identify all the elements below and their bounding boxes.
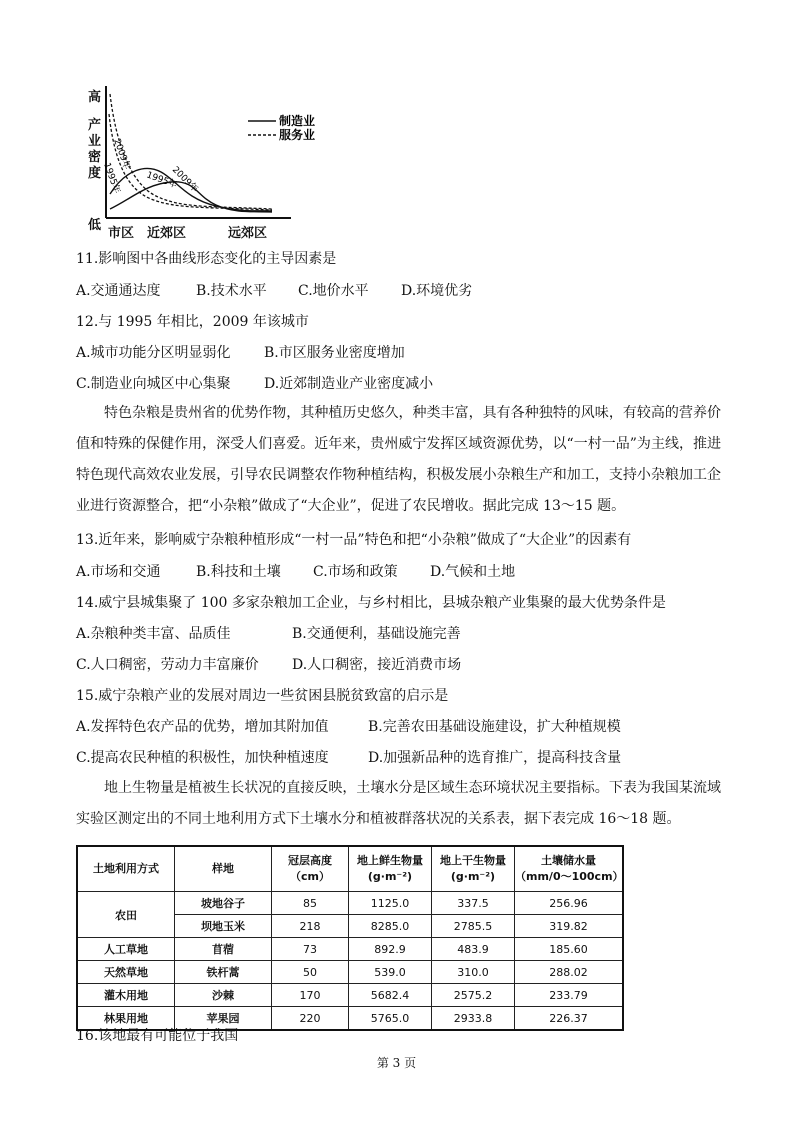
cell-water: 233.79 [515,984,624,1007]
q15-option-b: B.完善农田基础设施建设，扩大种植规模 [368,719,621,735]
q11-option-a: A.交通通达度 [76,283,161,299]
passage-soil-text: 地上生物量是植被生长状况的直接反映，土壤水分是区域生态环境状况主要指标。下表为我国某流域实验区测定出的不同土地利用方式下土壤水分和植被群落状况的关系表，据下表完成 16～18 题。 [76,780,721,827]
cell-fresh: 8285.0 [349,915,432,938]
curve-label-service-1995: 1995年 [101,161,122,196]
q14-stem: 14.威宁县城集聚了 100 多家杂粮加工企业，与乡村相比，县城杂粮产业集聚的最大优势条件是 [76,595,666,611]
cell-sample: 苜蓿 [175,938,272,961]
header-height-l1: 冠层高度 [288,854,332,867]
q16-stem: 16.该地最有可能位于我国 [76,1028,239,1044]
q13-option-d: D.气候和土地 [430,564,516,580]
land-use-table [76,845,624,1031]
cell-dry: 483.9 [432,938,515,961]
curve-label-manufacturing-1995: 1995年 [144,170,179,191]
cell-sample: 坝地玉米 [175,915,272,938]
header-land-use: 土地利用方式 [77,846,175,892]
header-fresh [349,846,432,892]
header-fresh-l2: (g·m⁻²) [367,870,413,883]
q11-stem: 11.影响图中各曲线形态变化的主导因素是 [76,251,337,267]
cell-dry: 2575.2 [432,984,515,1007]
q11-option-d: D.环境优劣 [401,283,473,299]
legend-manufacturing: 制造业 [279,114,316,128]
x-tick-urban: 市区 [108,226,135,241]
q13-option-c: C.市场和政策 [313,564,398,580]
q12-option-d: D.近郊制造业产业密度减小 [264,376,434,392]
q15-stem: 15.威宁杂粮产业的发展对周边一些贫困县脱贫致富的启示是 [76,688,449,704]
cell-fresh: 1125.0 [349,892,432,915]
passage-grain [76,398,721,522]
table-row [77,892,623,915]
q14-option-d: D.人口稠密，接近消费市场 [292,657,462,673]
header-dry-l2: (g·m⁻²) [450,870,496,883]
x-tick-exurb: 远郊区 [228,226,268,241]
header-height-l2: （cm） [290,870,330,883]
cell-fresh: 892.9 [349,938,432,961]
legend-service: 服务业 [279,128,316,142]
cell-water: 256.96 [515,892,624,915]
cell-water: 319.82 [515,915,624,938]
q15-option-d: D.加强新品种的选育推广，提高科技含量 [368,750,622,766]
passage-grain-text: 特色杂粮是贵州省的优势作物，其种植历史悠久，种类丰富，具有各种独特的风味，有较高的营养价值和特殊的保健作用，深受人们喜爱。近年来，贵州威宁发挥区域资源优势，以“一村一品”为主线，推进特色现代高效农业发展，引导农民调整农作物种植结构，积极发展小杂粮生产和加工，支持小杂粮加工企业进行资源整合，把“小杂粮”做成了“大企业”，促进了农民增收。据此完成 13～15 题。 [76,405,721,514]
x-tick-suburb: 近郊区 [147,226,187,241]
table-row [77,938,623,961]
header-dry [432,846,515,892]
cell-water: 226.37 [515,1007,624,1031]
cell-dry: 2933.8 [432,1007,515,1031]
table-row [77,961,623,984]
q12-option-a: A.城市功能分区明显弱化 [76,345,231,361]
q15-option-a: A.发挥特色农产品的优势，增加其附加值 [76,719,329,735]
cell-height: 220 [272,1007,349,1031]
q13-option-b: B.科技和土壤 [196,564,281,580]
header-sample: 样地 [175,846,272,892]
y-axis-title: 产业密度 [88,118,102,181]
page-number: 第 3 页 [376,1056,417,1070]
cell-dry: 310.0 [432,961,515,984]
q14-option-b: B.交通便利，基础设施完善 [292,626,461,642]
q13-stem: 13.近年来，影响威宁杂粮种植形成“一村一品”特色和把“小杂粮”做成了“大企业”的因素有 [76,532,632,548]
header-water-l2: （mm/0～100cm） [515,870,624,883]
cell-sample: 坡地谷子 [175,892,272,915]
header-water-l1: 土壤储水量 [541,854,596,867]
cell-fresh: 5765.0 [349,1007,432,1031]
y-axis-bottom-label: 低 [88,218,102,233]
cell-height: 50 [272,961,349,984]
curve-label-service-2009: 2009年 [111,137,132,172]
cell-fresh: 539.0 [349,961,432,984]
cell-use: 天然草地 [77,961,175,984]
y-axis-top-label: 高 [88,90,102,105]
table-row [77,984,623,1007]
cell-height: 218 [272,915,349,938]
header-height [272,846,349,892]
q12-option-b: B.市区服务业密度增加 [264,345,405,361]
industry-density-chart [76,84,336,234]
cell-sample: 沙棘 [175,984,272,1007]
cell-use: 农田 [77,892,175,938]
cell-dry: 337.5 [432,892,515,915]
curve-label-manufacturing-2009: 2009年 [169,165,200,195]
q11-option-b: B.技术水平 [196,283,267,299]
q15-option-c: C.提高农民种植的积极性，加快种植速度 [76,750,329,766]
cell-use: 人工草地 [77,938,175,961]
header-fresh-l1: 地上鲜生物量 [357,854,423,867]
cell-use: 林果用地 [77,1007,175,1031]
cell-water: 288.02 [515,961,624,984]
q14-option-c: C.人口稠密，劳动力丰富廉价 [76,657,259,673]
q12-stem: 12.与 1995 年相比，2009 年该城市 [76,314,309,330]
cell-use: 灌木用地 [77,984,175,1007]
q13-option-a: A.市场和交通 [76,564,161,580]
cell-height: 73 [272,938,349,961]
q11-option-c: C.地价水平 [298,283,369,299]
header-dry-l1: 地上干生物量 [440,854,506,867]
q12-option-c: C.制造业向城区中心集聚 [76,376,231,392]
header-water [515,846,624,892]
cell-height: 170 [272,984,349,1007]
cell-height: 85 [272,892,349,915]
cell-sample: 铁杆蒿 [175,961,272,984]
cell-sample: 苹果园 [175,1007,272,1031]
cell-fresh: 5682.4 [349,984,432,1007]
cell-dry: 2785.5 [432,915,515,938]
passage-soil [76,773,721,835]
table-header-row [77,846,623,892]
cell-water: 185.60 [515,938,624,961]
q14-option-a: A.杂粮种类丰富、品质佳 [76,626,231,642]
